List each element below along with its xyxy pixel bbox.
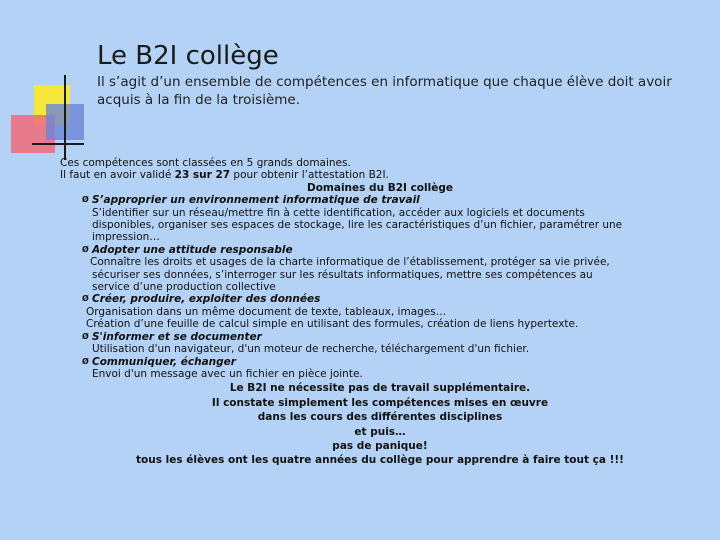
domain-title [60,293,700,305]
domain-description-line: Utilisation d'un navigateur, d'un moteur de recherche, téléchargement d'un fichier. [92,343,530,356]
closing-line: et puis… [354,425,406,438]
domain-description-line: service d’une production collective [92,281,276,294]
intro-line-2-start: Il faut en avoir validé [60,169,175,182]
domain-title-text: S’approprier un environnement informatique de travail [92,194,420,207]
bullet-icon: Ø [82,331,89,341]
slide-subtitle: Il s’agit d’un ensemble de compétences en informatique que chaque élève doit avoir acquis à la fin de la troisième. [97,74,672,108]
intro-line-2 [60,169,700,181]
bullet-icon: Ø [82,294,89,304]
closing-line: Le B2I ne nécessite pas de travail supplémentaire. [229,382,531,395]
closing-line: Il constate simplement les compétences mises en œuvre [211,396,549,409]
domain-title-text: Communiquer, échanger [92,355,236,368]
domain-title-text: S'informer et se documenter [92,330,262,343]
slide-body [60,157,700,467]
closing-line: pas de panique! [332,439,428,452]
deco-horizontal-line [32,143,84,145]
intro-line-1: Ces compétences sont classées en 5 grands domaines. [60,157,351,169]
intro-line-2-bold: 23 sur 27 [174,169,231,182]
domain-description-line: Création d’une feuille de calcul simple en utilisant des formules, création de liens hypertexte. [86,318,579,331]
bullet-icon: Ø [82,195,89,205]
closing-line: dans les cours des différentes disciplines [257,411,503,424]
domains-heading: Domaines du B2I collège [307,181,453,194]
domain-description-line: Connaître les droits et usages de la charte informatique de l’établissement, protéger sa vie privée, [90,256,610,269]
domain-title [60,331,700,343]
domain-description-line: sécuriser ses données, s’interroger sur les résultats informatiques, mettre ses compétences au [92,268,593,281]
bullet-icon: Ø [82,244,89,254]
domain-description-line: S’identifier sur un réseau/mettre fin à cette identification, accéder aux logiciels et documents [92,206,585,219]
domain-title-text: Créer, produire, exploiter des données [92,293,321,306]
domain-description-line: disponibles, organiser ses espaces de stockage, lire les caractéristiques d’un fichier, paramétrer une [92,219,623,232]
slide-title: Le B2I collège [97,41,279,71]
domain-title [60,356,700,368]
domain-description-line: impression… [92,231,160,244]
domain-description-line: Organisation dans un même document de texte, tableaux, images… [86,305,447,318]
domain-title [60,244,700,256]
closing-line: tous les élèves ont les quatre années du collège pour apprendre à faire tout ça !!! [136,454,624,467]
domain-title-text: Adopter une attitude responsable [92,243,293,256]
intro-line-2-end: pour obtenir l’attestation B2I. [230,169,389,182]
domain-description-line: Envoi d'un message avec un fichier en pièce jointe. [92,367,363,380]
bullet-icon: Ø [82,356,89,366]
domain-title [60,194,700,206]
deco-vertical-line [64,75,66,160]
